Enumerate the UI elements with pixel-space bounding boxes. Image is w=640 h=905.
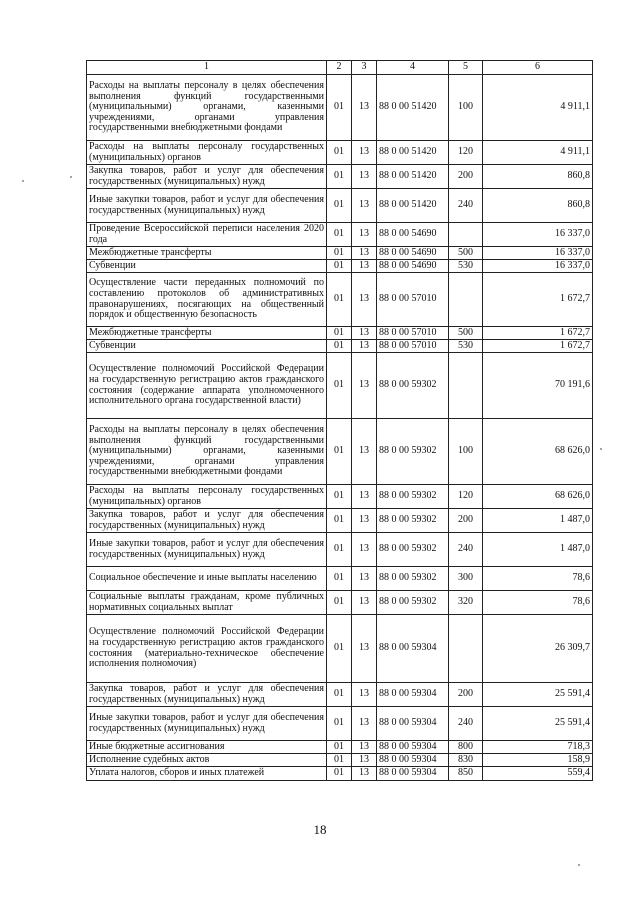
- table-row: [87, 340, 593, 353]
- row-name: Межбюджетные трансферты: [87, 327, 327, 340]
- row-name: Осуществление части переданных полномочий по составлению протоколов об административных правонарушениях, посягающих на общественный порядок и общественную безопасность: [87, 273, 327, 327]
- row-amount: 4 911,1: [483, 141, 593, 165]
- row-amount: 1 672,7: [483, 340, 593, 353]
- row-section: 01: [327, 353, 352, 419]
- row-name: Межбюджетные трансферты: [87, 247, 327, 260]
- row-amount: 26 309,7: [483, 615, 593, 683]
- row-subsection: 13: [352, 767, 377, 781]
- header-col-2: 2: [327, 61, 352, 75]
- header-col-3: 3: [352, 61, 377, 75]
- row-name: Социальное обеспечение и иные выплаты населению: [87, 567, 327, 591]
- scan-speck: [578, 864, 580, 866]
- table-row: [87, 189, 593, 223]
- table-row: [87, 509, 593, 533]
- table-row: [87, 223, 593, 247]
- row-section: 01: [327, 767, 352, 781]
- row-target-article: 88 0 00 59302: [377, 533, 449, 567]
- row-target-article: 88 0 00 59304: [377, 741, 449, 754]
- scan-speck: [22, 180, 24, 182]
- row-subsection: 13: [352, 75, 377, 141]
- row-amount: 718,3: [483, 741, 593, 754]
- table-row: [87, 767, 593, 781]
- row-section: 01: [327, 533, 352, 567]
- page-number: 18: [313, 822, 327, 837]
- row-name: Субвенции: [87, 340, 327, 353]
- row-section: 01: [327, 683, 352, 707]
- table-row: [87, 75, 593, 141]
- row-subsection: 13: [352, 273, 377, 327]
- row-amount: 16 337,0: [483, 247, 593, 260]
- row-subsection: 13: [352, 754, 377, 767]
- row-expense-type: 500: [449, 247, 483, 260]
- row-expense-type: [449, 223, 483, 247]
- row-target-article: 88 0 00 51420: [377, 75, 449, 141]
- row-name: Расходы на выплаты персоналу в целях обеспечения выполнения функций государственными (муниципальными) органами, казенными учреждениями, органами управления государственными внебюджетными фондами: [87, 419, 327, 485]
- table-row: [87, 567, 593, 591]
- row-expense-type: 240: [449, 533, 483, 567]
- table-row: [87, 615, 593, 683]
- row-section: 01: [327, 509, 352, 533]
- row-expense-type: 200: [449, 509, 483, 533]
- row-name: Иные закупки товаров, работ и услуг для обеспечения государственных (муниципальных) нужд: [87, 533, 327, 567]
- row-amount: 68 626,0: [483, 485, 593, 509]
- row-subsection: 13: [352, 327, 377, 340]
- row-section: 01: [327, 165, 352, 189]
- row-subsection: 13: [352, 615, 377, 683]
- row-subsection: 13: [352, 247, 377, 260]
- row-name: Иные закупки товаров, работ и услуг для обеспечения государственных (муниципальных) нужд: [87, 707, 327, 741]
- table-row: [87, 141, 593, 165]
- row-expense-type: 530: [449, 340, 483, 353]
- row-target-article: 88 0 00 59302: [377, 509, 449, 533]
- table-body: [87, 75, 593, 781]
- table-row: [87, 353, 593, 419]
- row-target-article: 88 0 00 54690: [377, 260, 449, 273]
- row-expense-type: 240: [449, 189, 483, 223]
- row-amount: 860,8: [483, 165, 593, 189]
- row-target-article: 88 0 00 51420: [377, 141, 449, 165]
- row-name: Осуществление полномочий Российской Федерации на государственную регистрацию актов гражданского состояния (материально-техническое обеспечение исполнения полномочия): [87, 615, 327, 683]
- table-row: [87, 707, 593, 741]
- row-section: 01: [327, 340, 352, 353]
- table-row: [87, 683, 593, 707]
- row-subsection: 13: [352, 567, 377, 591]
- row-subsection: 13: [352, 223, 377, 247]
- row-expense-type: 120: [449, 485, 483, 509]
- row-amount: 4 911,1: [483, 75, 593, 141]
- row-section: 01: [327, 754, 352, 767]
- row-expense-type: 240: [449, 707, 483, 741]
- row-subsection: 13: [352, 165, 377, 189]
- table-row: [87, 485, 593, 509]
- row-subsection: 13: [352, 485, 377, 509]
- row-expense-type: 100: [449, 419, 483, 485]
- header-col-5: 5: [449, 61, 483, 75]
- row-amount: 1 487,0: [483, 509, 593, 533]
- row-target-article: 88 0 00 54690: [377, 223, 449, 247]
- row-expense-type: 200: [449, 683, 483, 707]
- row-subsection: 13: [352, 419, 377, 485]
- row-name: Проведение Всероссийской переписи населения 2020 года: [87, 223, 327, 247]
- row-subsection: 13: [352, 591, 377, 615]
- row-section: 01: [327, 260, 352, 273]
- row-section: 01: [327, 485, 352, 509]
- row-name: Закупка товаров, работ и услуг для обеспечения государственных (муниципальных) нужд: [87, 683, 327, 707]
- header-col-4: 4: [377, 61, 449, 75]
- table-row: [87, 419, 593, 485]
- row-expense-type: 320: [449, 591, 483, 615]
- row-expense-type: 850: [449, 767, 483, 781]
- row-amount: 78,6: [483, 591, 593, 615]
- row-name: Расходы на выплаты персоналу государственных (муниципальных) органов: [87, 485, 327, 509]
- row-target-article: 88 0 00 57010: [377, 273, 449, 327]
- row-expense-type: 530: [449, 260, 483, 273]
- row-amount: 559,4: [483, 767, 593, 781]
- row-target-article: 88 0 00 59302: [377, 567, 449, 591]
- row-name: Закупка товаров, работ и услуг для обеспечения государственных (муниципальных) нужд: [87, 509, 327, 533]
- scan-speck: [70, 176, 72, 178]
- row-expense-type: [449, 353, 483, 419]
- row-section: 01: [327, 327, 352, 340]
- row-section: 01: [327, 741, 352, 754]
- table-row: [87, 533, 593, 567]
- row-name: Уплата налогов, сборов и иных платежей: [87, 767, 327, 781]
- row-subsection: 13: [352, 141, 377, 165]
- header-col-6: 6: [483, 61, 593, 75]
- row-amount: 25 591,4: [483, 707, 593, 741]
- row-expense-type: 300: [449, 567, 483, 591]
- row-target-article: 88 0 00 59302: [377, 419, 449, 485]
- row-section: 01: [327, 75, 352, 141]
- table-row: [87, 247, 593, 260]
- row-target-article: 88 0 00 59302: [377, 591, 449, 615]
- row-name: Исполнение судебных актов: [87, 754, 327, 767]
- row-section: 01: [327, 707, 352, 741]
- row-subsection: 13: [352, 533, 377, 567]
- row-target-article: 88 0 00 57010: [377, 327, 449, 340]
- row-target-article: 88 0 00 59304: [377, 754, 449, 767]
- table-row: [87, 260, 593, 273]
- table-row: [87, 273, 593, 327]
- row-expense-type: 830: [449, 754, 483, 767]
- row-section: 01: [327, 247, 352, 260]
- row-expense-type: [449, 615, 483, 683]
- row-name: Осуществление полномочий Российской Федерации на государственную регистрацию актов гражданского состояния (содержание аппарата уполномоченного исполнительного органа государственной власти): [87, 353, 327, 419]
- scan-speck: [600, 448, 602, 450]
- row-section: 01: [327, 273, 352, 327]
- row-expense-type: [449, 273, 483, 327]
- row-target-article: 88 0 00 57010: [377, 340, 449, 353]
- row-target-article: 88 0 00 51420: [377, 165, 449, 189]
- row-subsection: 13: [352, 340, 377, 353]
- row-subsection: 13: [352, 260, 377, 273]
- row-amount: 70 191,6: [483, 353, 593, 419]
- header-col-1: 1: [87, 61, 327, 75]
- row-amount: 1 672,7: [483, 327, 593, 340]
- row-name: Иные закупки товаров, работ и услуг для обеспечения государственных (муниципальных) нужд: [87, 189, 327, 223]
- row-target-article: 88 0 00 51420: [377, 189, 449, 223]
- table-row: [87, 754, 593, 767]
- row-amount: 78,6: [483, 567, 593, 591]
- table-row: [87, 741, 593, 754]
- row-section: 01: [327, 189, 352, 223]
- row-subsection: 13: [352, 189, 377, 223]
- table-row: [87, 165, 593, 189]
- row-name: Социальные выплаты гражданам, кроме публичных нормативных социальных выплат: [87, 591, 327, 615]
- row-expense-type: 800: [449, 741, 483, 754]
- row-section: 01: [327, 223, 352, 247]
- row-amount: 16 337,0: [483, 223, 593, 247]
- row-target-article: 88 0 00 59304: [377, 707, 449, 741]
- table-row: [87, 327, 593, 340]
- row-subsection: 13: [352, 707, 377, 741]
- row-target-article: 88 0 00 59304: [377, 683, 449, 707]
- row-amount: 158,9: [483, 754, 593, 767]
- row-name: Расходы на выплаты персоналу государственных (муниципальных) органов: [87, 141, 327, 165]
- row-target-article: 88 0 00 59304: [377, 767, 449, 781]
- row-amount: 860,8: [483, 189, 593, 223]
- row-section: 01: [327, 141, 352, 165]
- row-subsection: 13: [352, 683, 377, 707]
- row-target-article: 88 0 00 59304: [377, 615, 449, 683]
- row-section: 01: [327, 419, 352, 485]
- row-expense-type: 200: [449, 165, 483, 189]
- row-name: Субвенции: [87, 260, 327, 273]
- row-amount: 25 591,4: [483, 683, 593, 707]
- row-target-article: 88 0 00 54690: [377, 247, 449, 260]
- row-section: 01: [327, 615, 352, 683]
- row-section: 01: [327, 591, 352, 615]
- row-target-article: 88 0 00 59302: [377, 485, 449, 509]
- row-target-article: 88 0 00 59302: [377, 353, 449, 419]
- row-amount: 1 672,7: [483, 273, 593, 327]
- row-expense-type: 500: [449, 327, 483, 340]
- row-expense-type: 120: [449, 141, 483, 165]
- table-row: [87, 591, 593, 615]
- row-amount: 68 626,0: [483, 419, 593, 485]
- header-row: [87, 61, 593, 75]
- row-subsection: 13: [352, 741, 377, 754]
- row-amount: 16 337,0: [483, 260, 593, 273]
- row-expense-type: 100: [449, 75, 483, 141]
- row-subsection: 13: [352, 353, 377, 419]
- row-name: Иные бюджетные ассигнования: [87, 741, 327, 754]
- row-name: Расходы на выплаты персоналу в целях обеспечения выполнения функций государственными (муниципальными) органами, казенными учреждениями, органами управления государственными внебюджетными фондами: [87, 75, 327, 141]
- row-amount: 1 487,0: [483, 533, 593, 567]
- row-section: 01: [327, 567, 352, 591]
- row-name: Закупка товаров, работ и услуг для обеспечения государственных (муниципальных) нужд: [87, 165, 327, 189]
- budget-table: [86, 60, 593, 781]
- row-subsection: 13: [352, 509, 377, 533]
